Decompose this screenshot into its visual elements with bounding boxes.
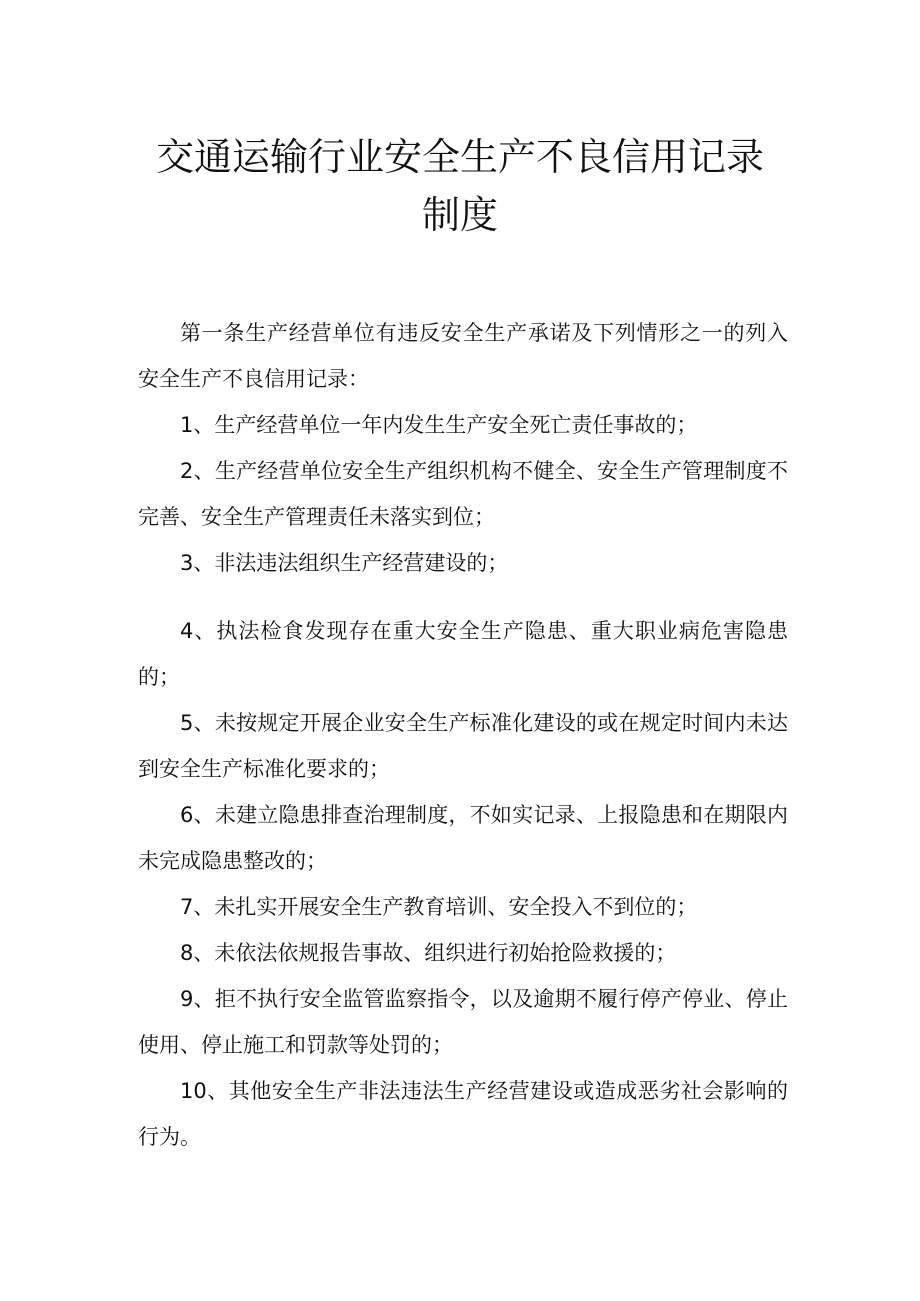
list-item-4: 4、执法检食发现存在重大安全生产隐患、重大职业病危害隐患的； (138, 619, 788, 689)
list-item-6: 6、未建立隐患排查治理制度，不如实记录、上报隐患和在期限内未完成隐患整改的； (138, 803, 788, 873)
list-item-5: 5、未按规定开展企业安全生产标准化建设的或在规定时间内未达到安全生产标准化要求的； (138, 711, 788, 781)
list-item-1: 1、生产经营单位一年内发生生产安全死亡责任事故的； (180, 413, 698, 437)
article-intro-paragraph: 第一条生产经营单位有违反安全生产承诺及下列情形之一的列入安全生产不良信用记录： (138, 321, 788, 391)
list-item-8: 8、未依法依规报告事故、组织进行初始抢险救援的； (180, 941, 677, 965)
list-item-9: 9、拒不执行安全监管监察指令，以及逾期不履行停产停业、停止使用、停止施工和罚款等处罚的； (138, 987, 788, 1057)
list-item-7: 7、未扎实开展安全生产教育培训、安全投入不到位的； (180, 895, 698, 919)
document-title: 交通运输行业安全生产不良信用记录制度 (155, 135, 764, 237)
list-item-2: 2、生产经营单位安全生产组织机构不健全、安全生产管理制度不完善、安全生产管理责任未落实到位； (138, 459, 788, 529)
list-item-3: 3、非法违法组织生产经营建设的； (180, 551, 509, 575)
list-item-10: 10、其他安全生产非法违法生产经营建设或造成恶劣社会影响的行为。 (138, 1079, 788, 1149)
document-body (138, 310, 788, 1160)
